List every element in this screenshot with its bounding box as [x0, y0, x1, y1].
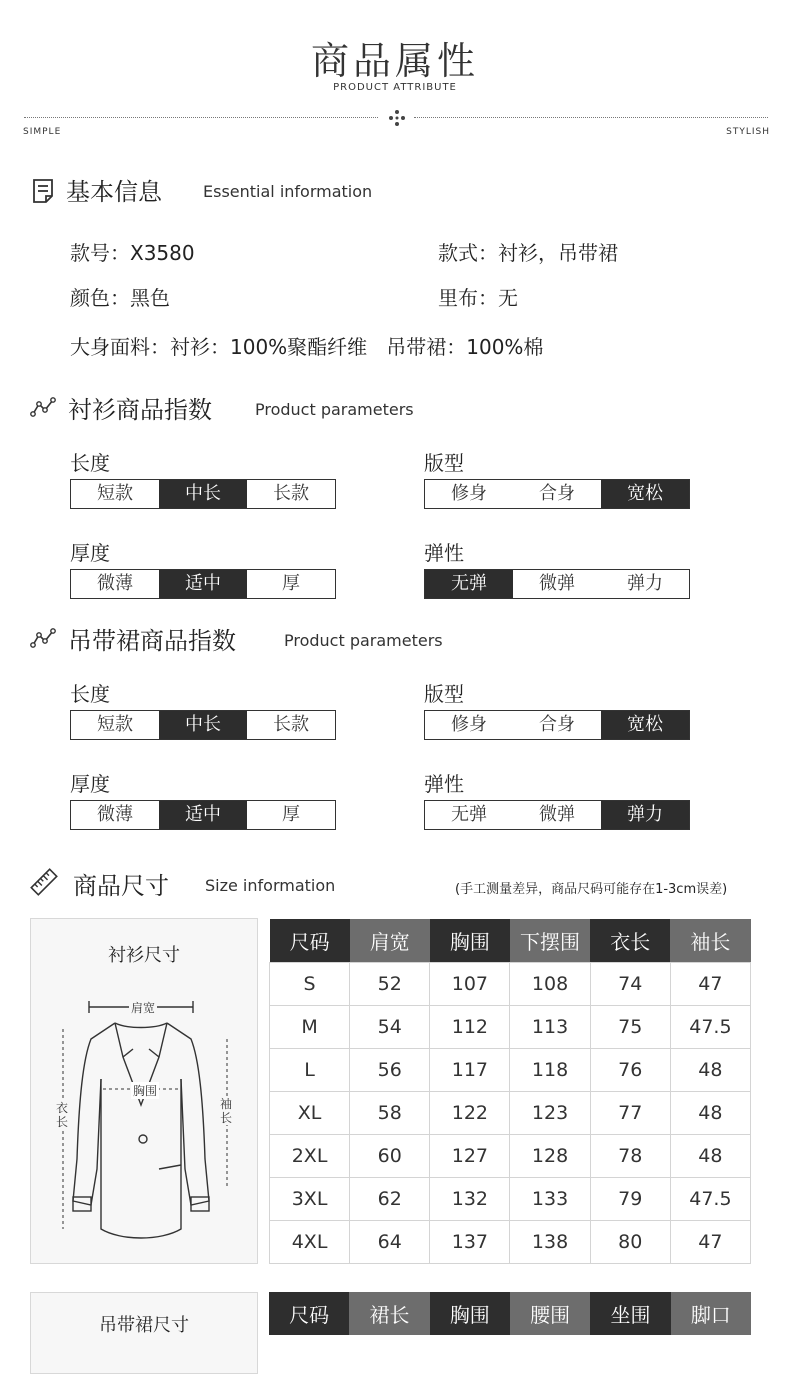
- table-cell: 76: [590, 1049, 670, 1092]
- table-cell: 127: [430, 1135, 510, 1178]
- header-divider-left: [24, 117, 378, 118]
- dress-param-option: 修身: [451, 714, 487, 735]
- shirt-param-option-selected: 中长: [159, 480, 247, 508]
- shirt-param-option: 微薄: [97, 573, 133, 594]
- table-cell: 80: [590, 1221, 670, 1264]
- dress-params-title: 吊带裙商品指数: [68, 627, 236, 655]
- dress-param-label: 版型: [424, 682, 464, 706]
- table-header-cell: 肩宽: [350, 919, 430, 963]
- table-cell: 56: [350, 1049, 430, 1092]
- table-cell: 48: [670, 1135, 750, 1178]
- dress-param-option: 短款: [97, 714, 133, 735]
- table-cell: 123: [510, 1092, 590, 1135]
- table-header-cell: 裙长: [349, 1292, 429, 1335]
- table-cell: 62: [350, 1178, 430, 1221]
- page-subtitle: PRODUCT ATTRIBUTE: [333, 82, 457, 93]
- chest-label: 胸围: [133, 1084, 158, 1098]
- dress-param-label: 弹性: [424, 772, 464, 796]
- table-cell: 2XL: [270, 1135, 350, 1178]
- shirt-params-title: 衬衫商品指数: [68, 396, 212, 424]
- shirt-param-option: 合身: [539, 483, 575, 504]
- color-info: 颜色：黑色: [70, 286, 170, 310]
- style-number: 款号：X3580: [70, 241, 195, 265]
- dress-diagram-title: 吊带裙尺寸: [99, 1315, 189, 1336]
- table-header-cell: 尺码: [269, 1292, 349, 1335]
- trend-line-icon: [30, 627, 56, 649]
- dress-param-option: 微薄: [97, 804, 133, 825]
- table-cell: 133: [510, 1178, 590, 1221]
- table-cell: 54: [350, 1006, 430, 1049]
- table-row: [270, 1092, 751, 1135]
- length-label: 衣长: [56, 1101, 69, 1129]
- sleeve-label: 袖长: [220, 1097, 233, 1125]
- table-cell: 128: [510, 1135, 590, 1178]
- table-cell: 48: [670, 1092, 750, 1135]
- table-cell: XL: [270, 1092, 350, 1135]
- table-cell: S: [270, 963, 350, 1006]
- shirt-param-option-selected: 适中: [159, 570, 247, 598]
- table-cell: 137: [430, 1221, 510, 1264]
- shirt-param-label: 厚度: [70, 541, 110, 565]
- shirt-param-option: 长款: [273, 483, 309, 504]
- stylish-label: STYLISH: [726, 127, 770, 137]
- measurement-note: (手工测量差异，商品尺码可能存在1-3cm误差): [455, 882, 728, 897]
- lining-info: 里布：无: [438, 286, 518, 310]
- dress-params-subtitle: Product parameters: [284, 631, 443, 650]
- basic-info-subtitle: Essential information: [203, 182, 373, 201]
- size-info-title: 商品尺寸: [73, 872, 169, 900]
- dress-param-option: 合身: [539, 714, 575, 735]
- shirt-param-option: 厚: [282, 573, 300, 594]
- table-row: [270, 1178, 751, 1221]
- dress-param-options: [70, 800, 336, 830]
- ruler-icon: [30, 868, 58, 896]
- table-cell: 138: [510, 1221, 590, 1264]
- table-cell: 108: [510, 963, 590, 1006]
- table-row: [270, 1221, 751, 1264]
- table-row: [270, 963, 751, 1006]
- dress-param-options: [424, 800, 690, 830]
- page-title: 商品属性: [310, 39, 479, 83]
- shirt-param-option: 修身: [451, 483, 487, 504]
- table-cell: 122: [430, 1092, 510, 1135]
- document-icon: [32, 178, 54, 204]
- table-cell: 79: [590, 1178, 670, 1221]
- table-row: [270, 1006, 751, 1049]
- table-cell: 113: [510, 1006, 590, 1049]
- table-header-cell: 脚口: [671, 1292, 751, 1335]
- trend-line-icon: [30, 396, 56, 418]
- simple-label: SIMPLE: [23, 127, 62, 137]
- dress-param-option: 厚: [282, 804, 300, 825]
- table-row: [270, 1049, 751, 1092]
- dress-param-option-selected: 宽松: [601, 711, 689, 739]
- table-cell: 48: [670, 1049, 750, 1092]
- size-info-subtitle: Size information: [205, 876, 336, 895]
- dress-param-option-selected: 中长: [159, 711, 247, 739]
- table-cell: 112: [430, 1006, 510, 1049]
- dress-param-options: [70, 710, 336, 740]
- table-cell: 107: [430, 963, 510, 1006]
- table-cell: 132: [430, 1178, 510, 1221]
- shirt-param-option-selected: 无弹: [425, 570, 513, 598]
- shirt-param-label: 长度: [70, 451, 110, 475]
- table-header-cell: 袖长: [670, 919, 750, 963]
- table-cell: 58: [350, 1092, 430, 1135]
- table-header-cell: 尺码: [270, 919, 350, 963]
- dress-param-option: 无弹: [451, 804, 487, 825]
- diamond-ornament-icon: [388, 109, 406, 127]
- dress-param-label: 厚度: [70, 772, 110, 796]
- table-cell: 47: [670, 963, 750, 1006]
- shirt-size-table: [269, 919, 751, 1264]
- table-cell: 3XL: [270, 1178, 350, 1221]
- table-cell: L: [270, 1049, 350, 1092]
- shirt-param-label: 弹性: [424, 541, 464, 565]
- shirt-params-subtitle: Product parameters: [255, 400, 414, 419]
- table-header-cell: 衣长: [590, 919, 670, 963]
- table-cell: M: [270, 1006, 350, 1049]
- fabric-info: 大身面料：衬衫：100%聚酯纤维 吊带裙：100%棉: [70, 335, 544, 359]
- dress-param-option: 微弹: [539, 804, 575, 825]
- table-cell: 77: [590, 1092, 670, 1135]
- shirt-size-diagram: [30, 918, 258, 1264]
- table-cell: 64: [350, 1221, 430, 1264]
- header-divider-right: [414, 117, 768, 118]
- table-cell: 118: [510, 1049, 590, 1092]
- table-cell: 75: [590, 1006, 670, 1049]
- dress-size-table: [269, 1292, 751, 1335]
- dress-param-option: 长款: [273, 714, 309, 735]
- table-cell: 117: [430, 1049, 510, 1092]
- dress-param-label: 长度: [70, 682, 110, 706]
- dress-param-options: [424, 710, 690, 740]
- shirt-param-option: 微弹: [539, 573, 575, 594]
- dress-param-option-selected: 适中: [159, 801, 247, 829]
- table-cell: 47: [670, 1221, 750, 1264]
- table-row: [270, 1135, 751, 1178]
- shirt-param-options: [70, 479, 336, 509]
- table-cell: 74: [590, 963, 670, 1006]
- shirt-param-option-selected: 宽松: [601, 480, 689, 508]
- shirt-param-option: 弹力: [627, 573, 663, 594]
- table-cell: 52: [350, 963, 430, 1006]
- dress-param-option-selected: 弹力: [601, 801, 689, 829]
- table-header-cell: 下摆围: [510, 919, 590, 963]
- shirt-param-options: [70, 569, 336, 599]
- table-header-cell: 腰围: [510, 1292, 590, 1335]
- shirt-param-options: [424, 479, 690, 509]
- shoulder-label: 肩宽: [131, 1001, 156, 1015]
- shirt-param-option: 短款: [97, 483, 133, 504]
- dress-size-diagram: [30, 1292, 258, 1374]
- table-header-cell: 坐围: [590, 1292, 670, 1335]
- table-cell: 78: [590, 1135, 670, 1178]
- shirt-param-options: [424, 569, 690, 599]
- table-cell: 47.5: [670, 1178, 750, 1221]
- shirt-param-label: 版型: [424, 451, 464, 475]
- shirt-diagram-title: 衬衫尺寸: [108, 945, 180, 966]
- table-header-cell: 胸围: [430, 919, 510, 963]
- table-header-cell: 胸围: [430, 1292, 510, 1335]
- table-cell: 4XL: [270, 1221, 350, 1264]
- basic-info-title: 基本信息: [66, 178, 162, 206]
- style-type: 款式：衬衫，吊带裙: [438, 241, 618, 265]
- table-cell: 60: [350, 1135, 430, 1178]
- table-cell: 47.5: [670, 1006, 750, 1049]
